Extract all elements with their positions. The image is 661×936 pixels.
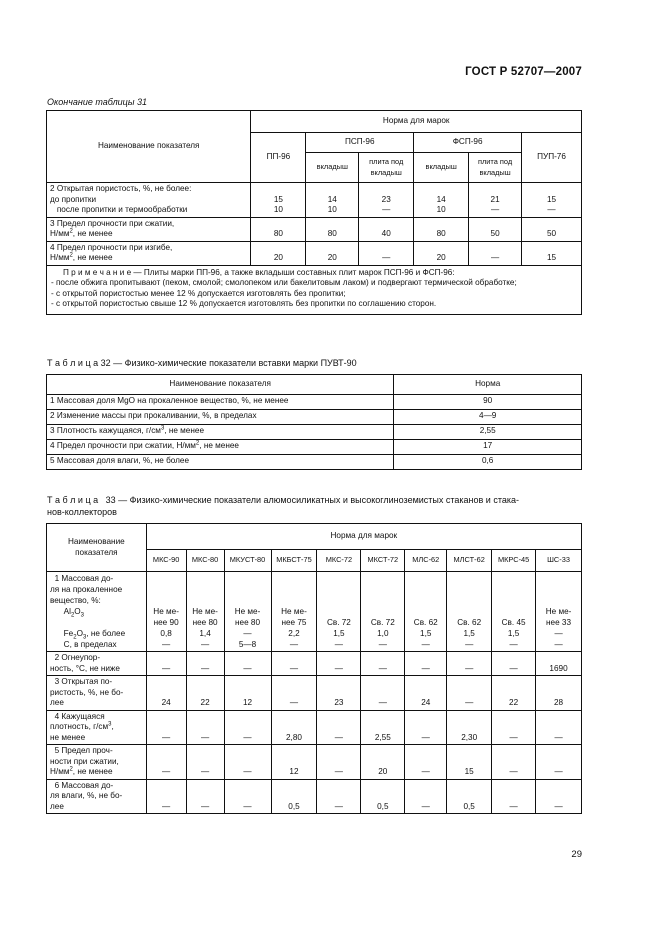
t32-row-1: 1 Массовая доля MgO на прокаленное вещество, %, не менее <box>47 395 394 410</box>
t33-mark: МКС-80 <box>186 550 224 572</box>
t33-mark: МЛС-62 <box>405 550 447 572</box>
table-31 <box>46 110 582 315</box>
t33-row-compression: 5 Предел проч- ности при сжатии, $Н/мм^2$, не менее — — — 12 — 20 — 15 — — <box>47 745 582 780</box>
t32-norm-header: Норма <box>394 375 582 395</box>
t31-row-bending: 4 Предел прочности при изгибе, $Н/мм^2$, не менее 20 20 — 20 — 15 <box>47 241 582 265</box>
t33-row-density: 4 Кажущаяся плотность, $г/см^3$, не менее — — — 2,80 — 2,55 — 2,30 — — <box>47 710 582 745</box>
t31-norm-header: Норма для марок <box>251 111 582 133</box>
t31-param-header: Наименование показателя <box>47 111 251 183</box>
t33-row-mass-fraction: 1 Массовая до- ля на прокаленное вещество, %: $Al_2O_3$ $Fe_2O_3$, не более С, в пределах Не ме- нее 90 0,8 — Не ме- нее 80 1,4 — Не ме- нее 80 — 5—8 Не ме- нее 75 2,2 — Св. 72 1,5 — Св. 72 1,0 — Св. 62 1,5 — Св. 62 1,5 — Св. 45 1,5 — Не ме- нее 33 — — <box>47 572 582 652</box>
t33-mark: МЛСТ-62 <box>447 550 492 572</box>
t32-row-4: 4 Предел прочности при сжатии, $Н/мм^2$, не менее <box>47 440 394 455</box>
t31-mark-fsp96: ФСП-96 <box>414 133 522 153</box>
t33-row-moisture: 6 Массовая до- ля влаги, %, не бо- лее — — — 0,5 — 0,5 — 0,5 — — <box>47 779 582 814</box>
t33-mark: МКС-72 <box>317 550 361 572</box>
t32-row-2: 2 Изменение массы при прокаливании, %, в пределах <box>47 410 394 425</box>
table-32: Наименование показателя Норма 1 Массовая доля MgO на прокаленное вещество, %, не менее 90 2 Изменение массы при прокаливании, %, в пределах 4—9 3 Плотность кажущаяся, $г/см^3$, не менее 2,55 4 Предел прочности при сжатии, $Н/мм^2$, не менее 17 5 Массовая доля влаги, %, не более 0,6 <box>46 374 582 470</box>
t31-sub-plita-1: плита под вкладыш <box>359 153 414 183</box>
t33-mark: МКБСТ-75 <box>271 550 317 572</box>
t33-norm-header: Норма для марок <box>146 524 581 550</box>
note-line-4: - с открытой пористостью свыше 12 % допускается изготовлять без пропитки по соглашению сторон. <box>51 299 437 308</box>
standard-number: ГОСТ Р 52707—2007 <box>465 66 582 78</box>
t33-param-header: Наименование показателя <box>47 524 147 572</box>
t33-mark: МКС-90 <box>146 550 186 572</box>
t33-mark: МКРС-45 <box>492 550 536 572</box>
table-32-caption: Т а б л и ц а 32 — Физико-химические показатели вставки марки ПУВТ-90 <box>47 358 357 368</box>
t33-mark: МКСТ-72 <box>361 550 405 572</box>
t32-row-3: 3 Плотность кажущаяся, $г/см^3$, не менее <box>47 425 394 440</box>
t33-mark: МКУСТ-80 <box>224 550 271 572</box>
table-33-caption: Т а б л и ц а 33 — Физико-химические показатели алюмосиликатных и высокоглиноземистых стаканов и стака- нов-коллекторов <box>47 495 519 517</box>
note-title: П р и м е ч а н и е <box>63 267 132 277</box>
t33-mark: ШС-33 <box>536 550 582 572</box>
t31-sub-vkladysh-1: вкладыш <box>306 153 359 183</box>
t31-row-porosity: 2 Открытая пористость, %, не более: до пропитки после пропитки и термообработки 15 10 14 10 23 — 14 10 21 — 15 — <box>47 183 582 218</box>
table-33 <box>46 523 582 814</box>
t31-mark-psp96: ПСП-96 <box>306 133 414 153</box>
t31-sub-vkladysh-2: вкладыш <box>414 153 469 183</box>
t33-row-refractoriness: 2 Огнеупор- ность, °С, не ниже — — — — — — — — — 1690 <box>47 652 582 676</box>
note-line-3: - с открытой пористостью менее 12 % допускается изготовлять без пропитки; <box>51 288 346 298</box>
t32-param-header: Наименование показателя <box>47 375 394 395</box>
t33-row-porosity: 3 Открытая по- ристость, %, не бо- лее 24 22 12 — 23 — 24 — 22 28 <box>47 676 582 711</box>
t31-mark-pp96: ПП-96 <box>251 133 306 183</box>
note-line-2: - после обжига пропитывают (пеком, смолой; смолопеком или бакелитовым лаком) и подвергают термической обработке; <box>51 278 517 287</box>
t31-note-row: П р и м е ч а н и е — Плиты марки ПП-96, а также вкладыши составных плит марок ПСП-96 и ФСП-96: - после обжига пропитывают (пеком, смолой; смолопеком или бакелитовым лаком) и подвергают термической обработке; - с открытой пористостью менее 12 % допускается изготовлять без пропитки; - с открытой пористостью свыше 12 % допускается изготовлять без пропитки по соглашению сторон. <box>47 265 582 314</box>
t32-row-5: 5 Массовая доля влаги, %, не более <box>47 455 394 470</box>
table-31-caption: Окончание таблицы 31 <box>47 97 147 107</box>
t31-sub-plita-2: плита под вкладыш <box>469 153 522 183</box>
t31-mark-pup76: ПУП-76 <box>522 133 582 183</box>
page-number: 29 <box>571 849 582 860</box>
t31-row-compression: 3 Предел прочности при сжатии, $Н/мм^2$, не менее 80 80 40 80 50 50 <box>47 217 582 241</box>
